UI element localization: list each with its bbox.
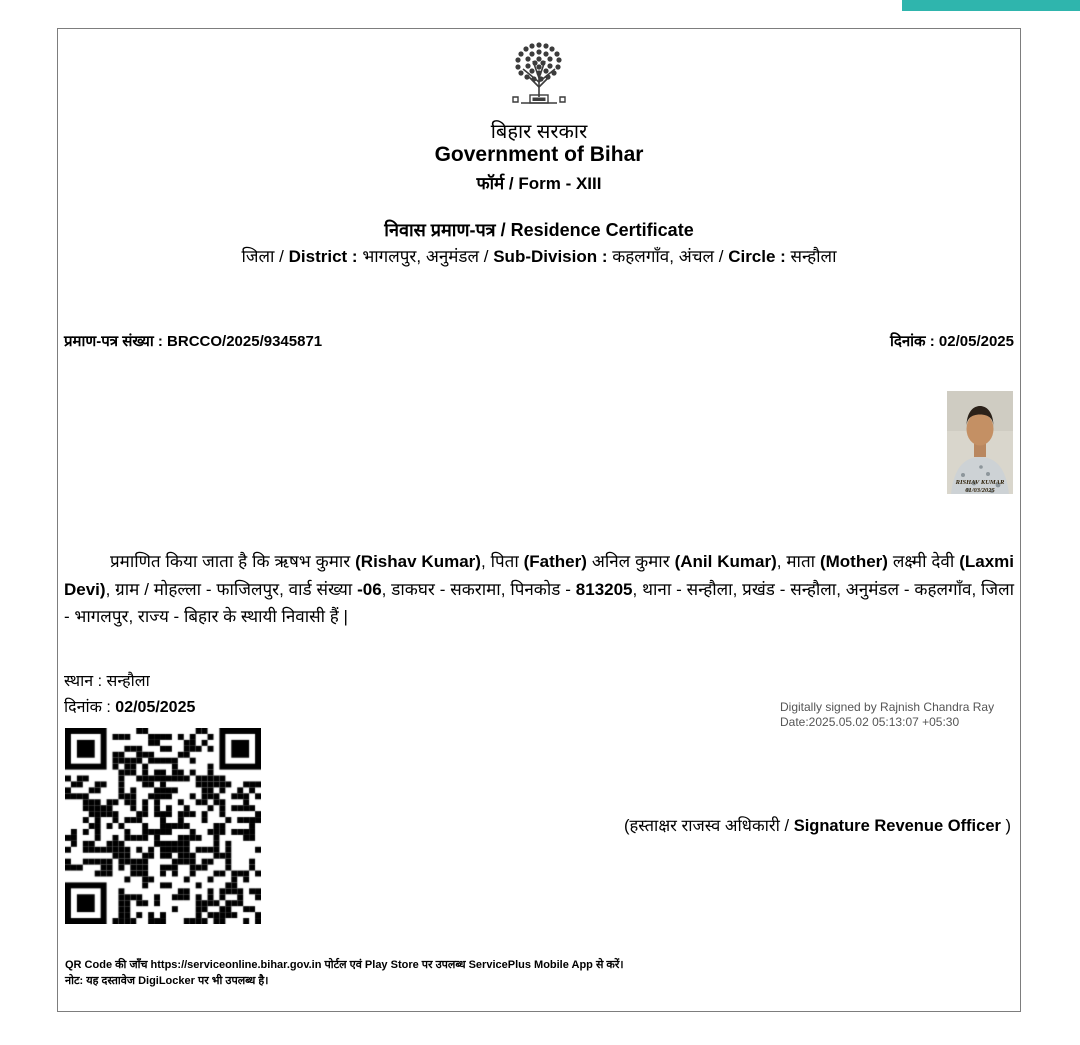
place-line [64,669,150,691]
revenue-officer-signature-line: (हस्ताक्षर राजस्व अधिकारी / Signature Revenue Officer ) [623,817,1011,835]
digital-signature-line2: Date:2025.05.02 05:13:07 +05:30 [780,715,960,729]
top-accent-bar [902,0,1080,11]
certificate-number [64,331,322,351]
government-title-english: Government of Bihar [434,143,644,166]
issue-date-label: दिनांक : [890,333,939,350]
digital-signature-block [780,700,994,730]
certificate-meta-row [64,331,1014,351]
footer-date-line [64,695,195,717]
qr-verification-note: QR Code की जाँच https://serviceonline.bihar.gov.in पोर्टल एवं Play Store पर उपलब्ध ServicePlus Mobile App से करें। [65,959,624,971]
place-value: सन्हौला [106,673,150,690]
certificate-body-text: प्रमाणित किया जाता है कि ऋषभ कुमार (Rishav Kumar), पिता (Father) अनिल कुमार (Anil Kumar), माता (Mother) लक्ष्मी देवी (Laxmi Devi), ग्राम / मोहल्ला - फाजिलपुर, वार्ड संख्या -06, डाकघर - सकरामा, पिनकोड - 813205, थाना - सन्हौला, प्रखंड - सन्हौला, अनुमंडल - कहलगाँव, जिला - भागलपुर, राज्य - बिहार के स्थायी निवासी हैं | [64,552,1014,626]
certificate-number-label: प्रमाण-पत्र संख्या : [64,333,168,350]
qr-code [65,728,261,924]
certificate-sheet [57,28,1021,1012]
digital-signature-line1: Digitally signed by Rajnish Chandra Ray [780,700,995,714]
photo-caption-name: RISHAV KUMAR [955,479,1005,486]
qr-code-block [65,728,261,924]
digilocker-note: नोट: यह दस्तावेज DigiLocker पर भी उपलब्ध है। [65,975,269,987]
issue-date [890,331,1014,351]
district-subdivision-circle-line: जिला / District : भागलपुर, अनुमंडल / Sub-Division : कहलगाँव, अंचल / Circle : सन्हौला [241,247,837,266]
bodhi-tree-emblem-icon [499,37,579,121]
government-title-hindi: बिहार सरकार [490,121,588,143]
certificate-number-value: BRCCO/2025/9345871 [167,333,323,350]
footer-date-label: दिनांक : [64,699,116,716]
form-number-line: फॉर्म / Form - XIII [476,174,602,193]
photo-caption-date: 01/03/2025 [965,486,995,494]
photo-caption [947,479,1013,494]
certificate-title: निवास प्रमाण-पत्र / Residence Certificate [384,220,694,240]
applicant-photo [947,391,1013,494]
footer-date-value: 02/05/2025 [115,699,196,716]
issue-date-value: 02/05/2025 [938,333,1014,350]
bihar-government-emblem [58,37,1020,121]
place-label: स्थान : [64,673,107,690]
